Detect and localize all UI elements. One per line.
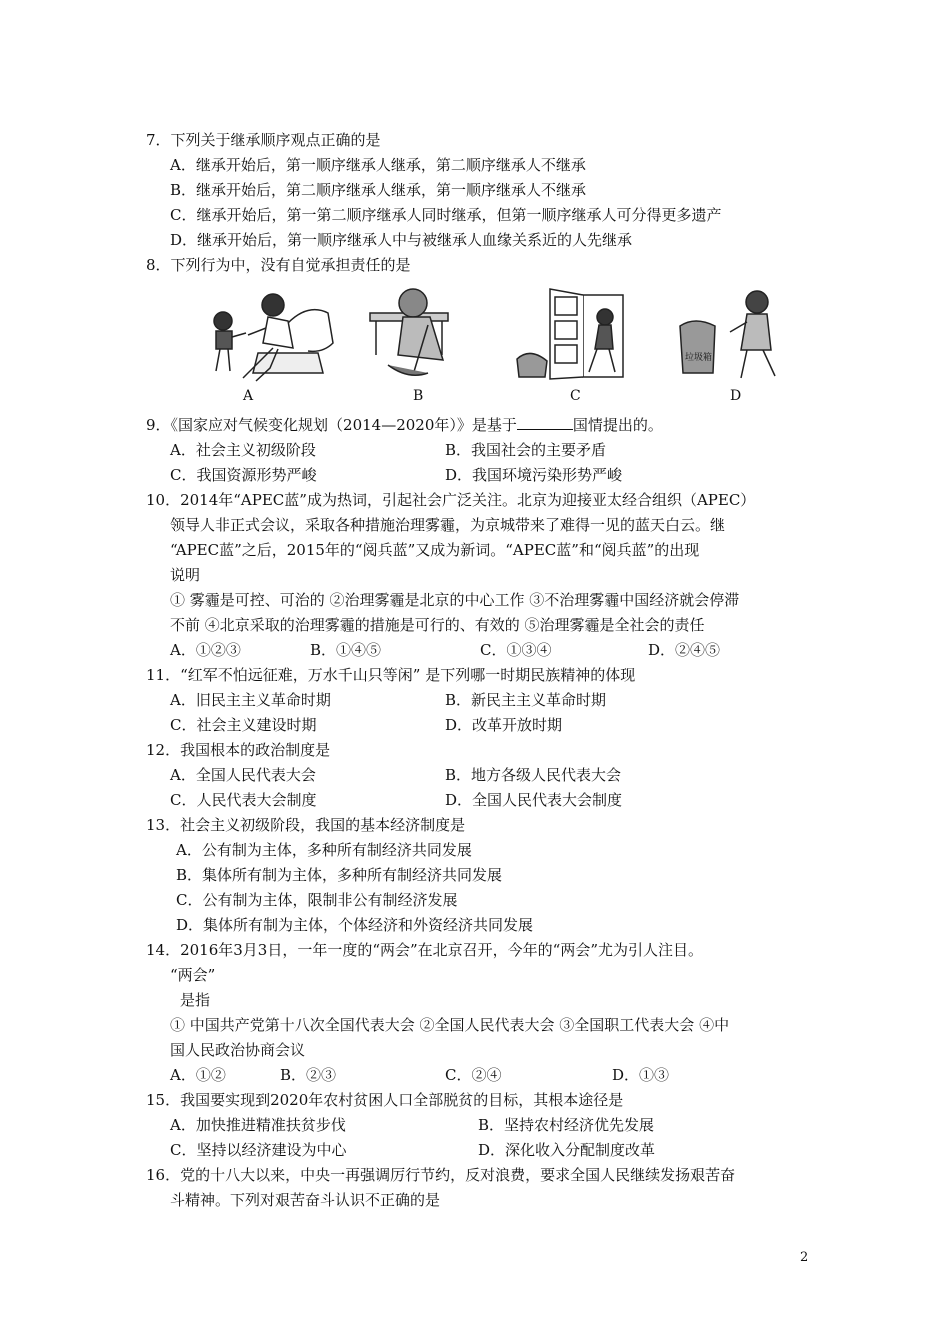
q8-picture-d (675, 288, 795, 383)
q13-option-b: B．集体所有制为主体，多种所有制经济共同发展 (176, 866, 503, 884)
q9-stem-post: 国情提出的。 (572, 416, 663, 434)
q8-label-a: A (243, 388, 254, 404)
q16-line-2: 斗精神。下列对艰苦奋斗认识不正确的是 (170, 1191, 441, 1209)
q12-option-b: B．地方各级人民代表大会 (445, 766, 622, 784)
q8-picture-b (368, 285, 478, 380)
q11-option-a: A．旧民主主义革命时期 (170, 691, 331, 709)
q11-option-d: D．改革开放时期 (445, 716, 563, 734)
q11-option-b: B．新民主主义革命时期 (445, 691, 607, 709)
q7-option-d: D．继承开始后，第一顺序继承人中与被继承人血缘关系近的人先继承 (170, 231, 633, 249)
q8-label-d: D (730, 388, 742, 404)
q15-option-c: C．坚持以经济建设为中心 (170, 1141, 347, 1159)
q9-option-a: A．社会主义初级阶段 (170, 441, 316, 459)
q11-option-c: C．社会主义建设时期 (170, 716, 317, 734)
q10-option-d: D．②④⑤ (648, 641, 721, 659)
q12-stem: 12．我国根本的政治制度是 (146, 741, 331, 759)
q14-option-b: B．②③ (280, 1066, 337, 1084)
q9-stem (146, 415, 663, 435)
q12-option-c: C．人民代表大会制度 (170, 791, 317, 809)
q8-stem: 8．下列行为中，没有自觉承担责任的是 (146, 256, 411, 274)
q11-stem: 11．“红军不怕远征难，万水千山只等闲” 是下列哪一时期民族精神的体现 (146, 666, 636, 684)
q16-line-1: 16．党的十八大以来，中央一再强调厉行节约，反对浪费，要求全国人民继续发扬艰苦奋 (146, 1166, 736, 1184)
q10-line-6: 不前 ④北京采取的治理雾霾的措施是可行的、有效的 ⑤治理雾霾是全社会的责任 (170, 616, 705, 634)
q15-option-d: D．深化收入分配制度改革 (478, 1141, 656, 1159)
q7-stem: 7．下列关于继承顺序观点正确的是 (146, 131, 381, 149)
q9-blank (517, 415, 573, 430)
trash-bin-label: 垃圾箱 (685, 352, 713, 362)
q10-option-b: B．①④⑤ (310, 641, 382, 659)
q14-line-5: 国人民政治协商会议 (170, 1041, 306, 1059)
q13-option-a: A．公有制为主体，多种所有制经济共同发展 (176, 841, 472, 859)
q14-line-1: 14．2016年3月3日，一年一度的“两会”在北京召开，今年的“两会”尤为引人注目。 (146, 941, 704, 959)
q13-option-d: D．集体所有制为主体，个体经济和外资经济共同发展 (176, 916, 534, 934)
q10-line-1: 10．2014年“APEC蓝”成为热词，引起社会广泛关注。北京为迎接亚太经合组织（APEC） (146, 491, 756, 509)
q10-option-a: A．①②③ (170, 641, 241, 659)
q8-label-b: B (413, 388, 424, 404)
q15-option-a: A．加快推进精准扶贫步伐 (170, 1116, 346, 1134)
q9-option-b: B．我国社会的主要矛盾 (445, 441, 607, 459)
q9-option-d: D．我国环境污染形势严峻 (445, 466, 623, 484)
q14-line-3: 是指 (180, 991, 211, 1009)
q8-label-c: C (570, 388, 581, 404)
q10-line-4: 说明 (170, 566, 201, 584)
q13-option-c: C．公有制为主体，限制非公有制经济发展 (176, 891, 458, 909)
q12-option-a: A．全国人民代表大会 (170, 766, 316, 784)
q10-line-5: ① 雾霾是可控、可治的 ②治理雾霾是北京的中心工作 ③不治理雾霾中国经济就会停滞 (170, 591, 740, 609)
q14-option-a: A．①② (170, 1066, 226, 1084)
q15-option-b: B．坚持农村经济优先发展 (478, 1116, 655, 1134)
q15-stem: 15．我国要实现到2020年农村贫困人口全部脱贫的目标，其根本途径是 (146, 1091, 624, 1109)
q8-picture-a (198, 283, 338, 383)
q14-line-2: “两会” (170, 966, 216, 984)
q14-line-4: ① 中国共产党第十八次全国代表大会 ②全国人民代表大会 ③全国职工代表大会 ④中 (170, 1016, 730, 1034)
q9-stem-pre: 9．《国家应对气候变化规划（2014—2020年）》是基于 (146, 416, 517, 434)
q10-option-c: C．①③④ (480, 641, 552, 659)
q14-option-c: C．②④ (445, 1066, 502, 1084)
q10-line-2: 领导人非正式会议，采取各种措施治理雾霾，为京城带来了难得一见的蓝天白云。继 (170, 516, 726, 534)
q7-option-b: B．继承开始后，第二顺序继承人继承，第一顺序继承人不继承 (170, 181, 587, 199)
q8-picture-c (515, 287, 630, 382)
q7-option-a: A．继承开始后，第一顺序继承人继承，第二顺序继承人不继承 (170, 156, 586, 174)
q10-line-3: “APEC蓝”之后，2015年的“阅兵蓝”又成为新词。“APEC蓝”和“阅兵蓝”的出现 (170, 541, 700, 559)
q14-option-d: D．①③ (612, 1066, 670, 1084)
q9-option-c: C．我国资源形势严峻 (170, 466, 317, 484)
q7-option-c: C．继承开始后，第一第二顺序继承人同时继承，但第一顺序继承人可分得更多遗产 (170, 206, 722, 224)
q13-stem: 13．社会主义初级阶段，我国的基本经济制度是 (146, 816, 466, 834)
q12-option-d: D．全国人民代表大会制度 (445, 791, 623, 809)
page-number: 2 (800, 1250, 809, 1265)
